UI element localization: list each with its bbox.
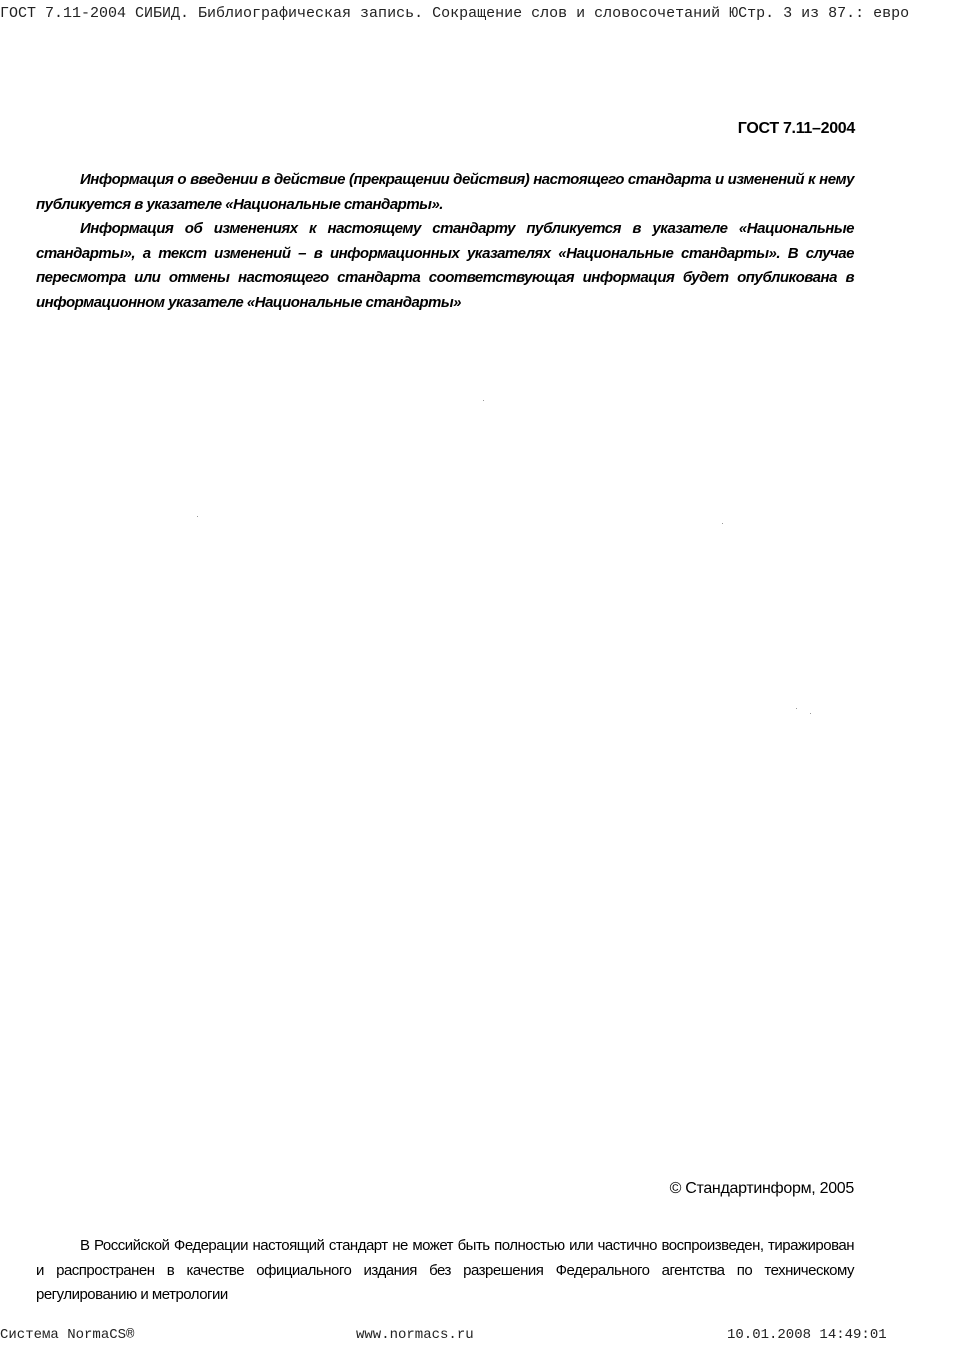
footer-system-name: Система NormaCS® [0, 1327, 135, 1343]
legal-notice [36, 1234, 854, 1308]
footer-website: www.normacs.ru [356, 1327, 474, 1343]
info-paragraph-2: Информация об изменениях к настоящему стандарту публикуется в указателе «Национальные стандарты», а текст изменений – в информационных указателях «Национальные стандарты». В случае пересмотра или отмены настоящего стандарта соответствующая информация будет опубликована в информационном указателе «Национальные стандарты» [36, 220, 854, 311]
publication-info [36, 168, 854, 315]
copyright-notice: © Стандартинформ, 2005 [669, 1180, 854, 1197]
scan-speck [722, 523, 723, 524]
scan-speck [197, 516, 198, 517]
scan-speck [796, 708, 797, 709]
info-paragraph-1: Информация о введении в действие (прекращении действия) настоящего стандарта и изменений к нему публикуется в указателе «Национальные стандарты». [36, 171, 854, 213]
scan-speck [483, 400, 484, 401]
page-footer [0, 1325, 954, 1345]
legal-paragraph: В Российской Федерации настоящий стандарт не может быть полностью или частично воспроизведен, тиражирован и распространен в качестве официального издания без разрешения Федерального агентства по техническому регулированию и метрологии [36, 1237, 854, 1303]
page-header: ГОСТ 7.11-2004 СИБИД. Библиографическая запись. Сокращение слов и словосочетаний ЮСтр. 3 из 87.: евро [0, 5, 910, 22]
document-code: ГОСТ 7.11–2004 [737, 120, 855, 137]
footer-datetime: 10.01.2008 14:49:01 [727, 1327, 887, 1343]
scan-speck [810, 713, 811, 714]
